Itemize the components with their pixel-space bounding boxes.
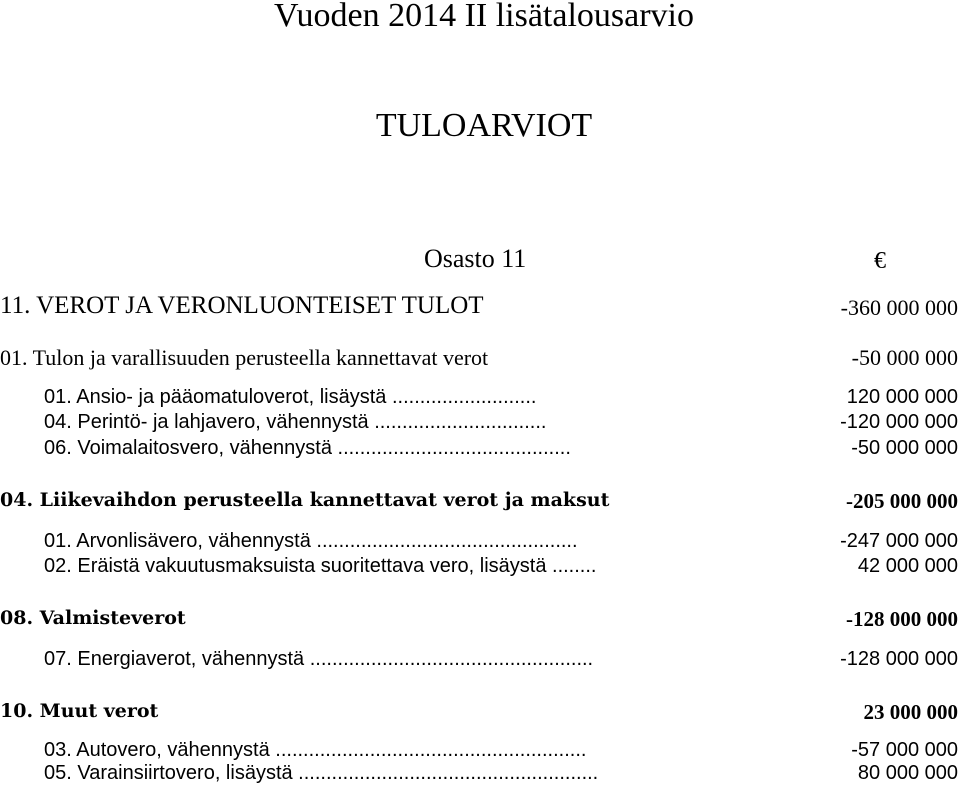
row-label: 01. Arvonlisävero, vähennystä ............................................... xyxy=(44,530,578,552)
row-amount: -120 000 000 xyxy=(840,411,958,433)
row-label: 10. Muut verot xyxy=(0,700,159,722)
row-label: 02. Eräistä vakuutusmaksuista suoritettava vero, lisäystä ........ xyxy=(44,555,597,577)
row-amount: 23 000 000 xyxy=(863,700,958,724)
budget-row-item xyxy=(0,762,960,788)
row-amount: 120 000 000 xyxy=(846,386,958,408)
row-label: 03. Autovero, vähennystä ........................................................ xyxy=(44,739,587,761)
row-label: 01. Tulon ja varallisuuden perusteella kannettavat verot xyxy=(0,345,489,370)
budget-row-group xyxy=(0,700,960,726)
row-amount: 80 000 000 xyxy=(857,762,958,784)
row-amount: -247 000 000 xyxy=(840,530,958,552)
row-amount: -205 000 000 xyxy=(846,489,958,513)
row-amount: -50 000 000 xyxy=(851,345,958,370)
currency-symbol: € xyxy=(874,248,886,274)
row-label: 04. Perintö- ja lahjavero, vähennystä ............................... xyxy=(44,411,547,433)
budget-row-group xyxy=(0,489,960,515)
row-label: 11. VEROT JA VERONLUONTEISET TULOT xyxy=(0,292,484,319)
row-amount: -128 000 000 xyxy=(840,648,958,670)
row-amount: -128 000 000 xyxy=(846,607,958,631)
budget-row-item xyxy=(0,437,960,463)
row-amount: 42 000 000 xyxy=(857,555,958,577)
row-label: 04. Liikevaihdon perusteella kannettavat verot ja maksut xyxy=(0,489,610,511)
row-amount: -57 000 000 xyxy=(851,739,958,761)
row-label: 06. Voimalaitosvero, vähennystä .......................................... xyxy=(44,437,571,459)
budget-row-main xyxy=(0,292,960,322)
budget-row-item xyxy=(0,555,960,581)
budget-row-item xyxy=(0,530,960,556)
department-label: Osasto 11 xyxy=(424,244,527,273)
budget-row-group xyxy=(0,607,960,633)
section-heading: TULOARVIOT xyxy=(375,107,593,144)
row-label: 01. Ansio- ja pääomatuloverot, lisäystä .......................... xyxy=(44,386,537,408)
row-label: 07. Energiaverot, vähennystä ................................................... xyxy=(44,648,594,670)
row-amount: -360 000 000 xyxy=(840,295,958,320)
budget-row-item xyxy=(0,386,960,412)
row-label: 05. Varainsiirtovero, lisäystä ...................................................... xyxy=(44,762,599,784)
document-title: Vuoden 2014 II lisätalousarvio xyxy=(273,0,695,34)
budget-row-group xyxy=(0,345,960,373)
budget-row-item xyxy=(0,411,960,437)
budget-row-item xyxy=(0,648,960,674)
row-amount: -50 000 000 xyxy=(851,437,958,459)
row-label: 08. Valmisteverot xyxy=(0,607,186,629)
